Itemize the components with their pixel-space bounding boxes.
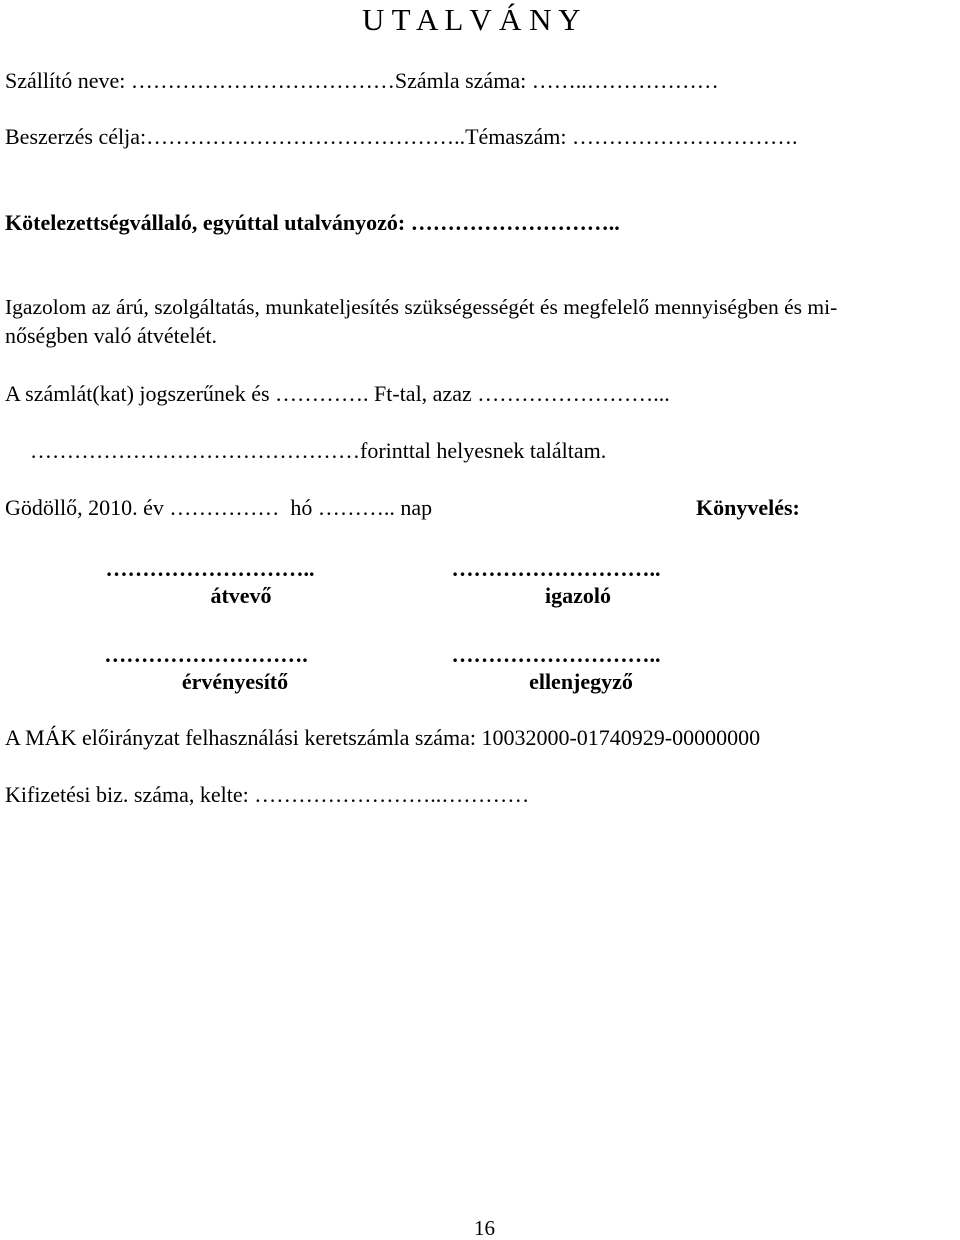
validator-label: érvényesítő bbox=[181, 669, 289, 694]
certifier-signature-line: ……………………….. bbox=[451, 556, 661, 581]
receiver-label: átvevő bbox=[210, 583, 272, 608]
account-number-line: A MÁK előirányzat felhasználási keretszámla száma: 10032000-01740929-00000000 bbox=[5, 725, 761, 750]
certifier-label: igazoló bbox=[545, 583, 611, 608]
date-line: Gödöllő, 2010. év …………… hó ……….. nap bbox=[5, 495, 433, 520]
purpose-line: Beszerzés célja:……………………………………..Témaszám: …………………………. bbox=[5, 124, 798, 149]
validator-signature-line: ………………………. bbox=[104, 642, 308, 667]
receiver-signature-line: ……………………….. bbox=[105, 556, 315, 581]
certification-text-line-1: Igazolom az árú, szolgáltatás, munkateljesítés szükségességét és megfelelő mennyiségben és mi- bbox=[5, 295, 838, 319]
document-title: U T A L V Á N Y bbox=[362, 2, 581, 37]
bookkeeping-label: Könyvelés: bbox=[696, 495, 800, 520]
countersigner-label: ellenjegyző bbox=[529, 669, 633, 694]
supplier-line: Szállító neve: ………………………………Számla száma: ……..……………… bbox=[5, 68, 719, 93]
forint-amount-line: ………………………………………forinttal helyesnek találtam. bbox=[30, 438, 607, 463]
invoice-amount-line: A számlát(kat) jogszerűnek és …………. Ft-tal, azaz ……………………... bbox=[5, 381, 670, 406]
page-number: 16 bbox=[474, 1216, 495, 1240]
countersigner-signature-line: ……………………….. bbox=[451, 642, 661, 667]
certification-text-line-2: nőségben való átvételét. bbox=[5, 323, 217, 348]
payment-document-line: Kifizetési biz. száma, kelte: ……………………..………… bbox=[5, 782, 530, 807]
commitment-line: Kötelezettségvállaló, egyúttal utalványozó: ……………………….. bbox=[5, 210, 620, 235]
